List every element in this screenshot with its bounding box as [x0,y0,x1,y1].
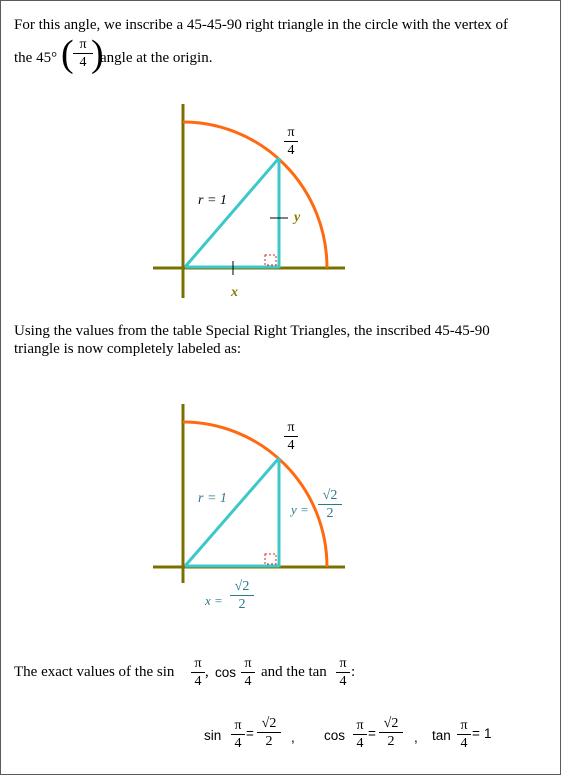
conclusion-cos-arg [241,656,255,689]
result-sin-fn: sin [204,728,222,743]
diagram1-r-label: r = 1 [198,193,227,208]
fraction-numerator: π [79,37,87,52]
fraction-denominator: 4 [287,143,295,158]
result-cos-sep: , [414,730,418,745]
intro-line-1: For this angle, we inscribe a 45-45-90 right triangle in the circle with the vertex of [14,17,509,33]
conclusion-colon: : [351,664,356,680]
fraction-bar [318,504,342,505]
fraction-bar [353,734,367,735]
fraction-numerator: π [244,656,252,671]
fraction-denominator: 2 [387,734,395,749]
intro-line-2-prefix: the 45° [14,50,58,66]
result-sin-eq: = [246,726,254,741]
result-tan-eq: = [472,726,480,741]
result-cos-eq: = [368,726,376,741]
fraction-bar [457,734,471,735]
result-sin-arg [231,718,245,751]
fraction-numerator: π [287,420,295,435]
middle-line-2: triangle is now completely labeled as: [14,341,242,357]
conclusion-tan-arg [336,656,350,689]
fraction-denominator: 2 [326,506,334,521]
conclusion-comma-1: , [205,664,209,680]
diagram2-y-prefix: y = [291,502,309,517]
fraction-bar [379,732,403,733]
right-angle-marker [265,554,276,564]
diagram1-x-label: x [231,285,238,300]
fraction-bar [284,436,298,437]
fraction-numerator: √2 [234,579,250,594]
fraction-numerator: √2 [322,488,338,503]
fraction-denominator: 4 [287,438,295,453]
middle-line-1: Using the values from the table Special Right Triangles, the inscribed 45-45-90 [14,323,490,339]
left-paren: ( [61,33,74,75]
diagram2-angle-fraction [284,420,298,453]
result-tan-arg [457,718,471,751]
result-cos-arg [353,718,367,751]
conclusion-prefix: The exact values of the sin [14,664,175,680]
fraction-denominator: 2 [238,597,246,612]
diagram2-r-label: r = 1 [198,491,227,506]
conclusion-and-tan: and the tan [261,664,327,680]
fraction-denominator: 4 [460,736,468,751]
fraction-numerator: π [339,656,347,671]
fraction-bar [191,672,205,673]
fraction-numerator: √2 [261,716,277,731]
fraction-numerator: π [460,718,468,733]
fraction-denominator: 2 [265,734,273,749]
intro-line-2-suffix: angle at the origin. [100,50,213,66]
conclusion-sin-arg [191,656,205,689]
fraction-bar [336,672,350,673]
result-sin-sep: , [291,730,295,745]
fraction-numerator: π [234,718,242,733]
right-paren: ) [91,33,104,75]
fraction-denominator: 4 [356,736,364,751]
fraction-denominator: 4 [339,674,347,689]
fraction-denominator: 4 [234,736,242,751]
diagram2-y-value [318,488,342,521]
result-cos-value [379,716,403,749]
result-sin-value [257,716,281,749]
fraction-denominator: 4 [79,55,87,70]
fraction-bar [241,672,255,673]
fraction-numerator: π [194,656,202,671]
result-cos-fn: cos [324,728,346,743]
diagram1-y-label: y [294,210,301,225]
fraction-numerator: π [356,718,364,733]
result-tan-value: 1 [484,726,492,741]
fraction-numerator: π [287,125,295,140]
fraction-bar [257,732,281,733]
fraction-denominator: 4 [194,674,202,689]
diagram2-x-value [230,579,254,612]
diagram2-x-prefix: x = [205,593,223,608]
fraction-bar [230,595,254,596]
fraction-numerator: √2 [383,716,399,731]
fraction-denominator: 4 [244,674,252,689]
result-tan-fn: tan [432,728,451,743]
conclusion-cos-word: cos [215,665,237,680]
fraction-bar [231,734,245,735]
triangle-hypotenuse [185,458,279,566]
